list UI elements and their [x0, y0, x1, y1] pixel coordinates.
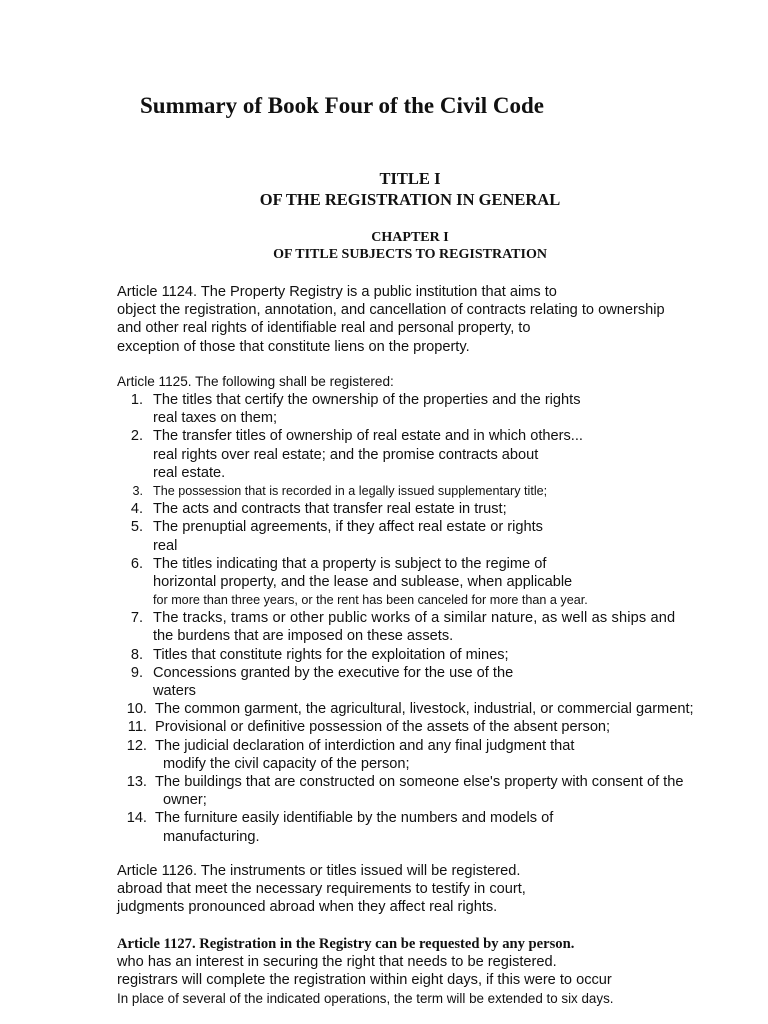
list-item-number: 9.: [130, 664, 143, 681]
list-item-number: 4.: [130, 501, 143, 518]
paragraph-line: Article 1126. The instruments or titles issued will be registered.: [117, 863, 521, 879]
article-1126: [117, 862, 526, 917]
list-item-text: [153, 427, 583, 482]
list-item-line: real estate.: [153, 464, 226, 481]
list-item-line: Provisional or definitive possession of the assets of the absent person;: [155, 719, 611, 736]
list-item-number: 6.: [130, 555, 143, 572]
article-1127: [117, 935, 613, 1008]
list-item-number: 2.: [130, 428, 143, 445]
list-item: [117, 718, 768, 736]
list-item: [117, 518, 768, 554]
article-1124: [117, 283, 682, 356]
list-item-text: [153, 664, 513, 700]
list-item-line: real rights over real estate; and the promise contracts about: [153, 446, 539, 463]
list-item-line: Concessions granted by the executive for the use of the: [153, 664, 514, 681]
list-item-line: The acts and contracts that transfer real estate in trust;: [153, 501, 507, 518]
list-item-line: Titles that constitute rights for the exploitation of mines;: [153, 646, 509, 663]
paragraph-line: [117, 319, 584, 337]
list-item: [117, 646, 768, 664]
list-item-text: [153, 518, 543, 554]
paragraph-line: exception of those that constitute liens on the property.: [117, 338, 470, 355]
list-item-line: the burdens that are imposed on these assets.: [153, 628, 454, 645]
document-title: Summary of Book Four of the Civil Code: [140, 93, 544, 118]
list-item-text: [153, 391, 581, 427]
chapter-heading-number: CHAPTER I: [371, 230, 449, 245]
article-1125-list: [117, 391, 768, 846]
paragraph-line: abroad that meet the necessary requirements to testify in court,: [117, 881, 526, 898]
list-item-text: [153, 555, 588, 610]
list-item: [117, 427, 768, 482]
list-item-line: The titles indicating that a property is subject to the regime of: [153, 555, 547, 572]
list-item-number: 5.: [130, 519, 143, 536]
list-item-text: [155, 718, 610, 736]
list-item-line: The common garment, the agricultural, livestock, industrial, or commercial garment;: [155, 701, 694, 718]
list-item-line: The prenuptial agreements, if they affect real estate or rights: [153, 519, 543, 536]
list-item-number: 11.: [127, 719, 147, 736]
article-1127-heading: Article 1127. Registration in the Registry can be requested by any person.: [117, 936, 575, 952]
paragraph-line: who has an interest in securing the right that needs to be registered.: [117, 954, 557, 971]
list-item-number: 13.: [126, 774, 147, 791]
list-item-line: owner;: [163, 792, 207, 809]
list-item-number: 7.: [130, 610, 143, 627]
paragraph-line: registrars will complete the registration within eight days, if this were to occur: [117, 972, 612, 989]
list-item-number: 10.: [126, 701, 147, 718]
list-item-line: real: [153, 537, 178, 554]
list-item-line: real taxes on them;: [153, 410, 278, 427]
paragraph-line: In place of several of the indicated operations, the term will be extended to six days.: [117, 990, 614, 1006]
list-item-text: [153, 609, 675, 645]
paragraph-line-text: and other real rights of identifiable real and personal property, to: [117, 320, 531, 337]
list-item-line: horizontal property, and the lease and sublease, when applicable: [153, 573, 573, 590]
list-item: [117, 555, 768, 610]
list-item: [117, 391, 768, 427]
list-item-number: 14.: [126, 810, 147, 827]
list-item: [117, 773, 768, 809]
title-heading-name: OF THE REGISTRATION IN GENERAL: [259, 190, 561, 209]
list-item-text: [155, 773, 683, 809]
list-item-number: 12.: [126, 737, 147, 754]
list-item: [117, 700, 768, 718]
list-item-line: The furniture easily identifiable by the numbers and models of: [155, 810, 554, 827]
list-item-text: [153, 500, 507, 518]
list-item: [117, 809, 768, 845]
list-item-text: [155, 809, 553, 845]
list-item-line: The possession that is recorded in a legally issued supplementary title;: [153, 483, 548, 498]
paragraph-line: judgments pronounced abroad when they affect real rights.: [117, 899, 498, 916]
list-item-line: The tracks, trams or other public works of a similar nature, as well as ships and: [153, 610, 676, 627]
list-item-line: The judicial declaration of interdiction and any final judgment that: [155, 737, 575, 754]
list-item-text: [155, 700, 694, 718]
list-item-line: The titles that certify the ownership of the properties and the rights: [153, 392, 581, 408]
chapter-heading-name: OF TITLE SUBJECTS TO REGISTRATION: [273, 247, 547, 262]
list-item-line: The buildings that are constructed on someone else's property with consent of the: [155, 774, 684, 791]
list-item-line: The transfer titles of ownership of real estate and in which others...: [153, 428, 583, 445]
list-item-line: waters: [153, 683, 196, 700]
list-item-text: [153, 482, 547, 500]
article-1125-intro: Article 1125. The following shall be registered:: [117, 374, 394, 389]
list-item: [117, 500, 768, 518]
list-item-number: 3.: [132, 483, 143, 498]
list-item-text: [155, 737, 574, 773]
list-item: [117, 482, 768, 500]
paragraph-line: Article 1124. The Property Registry is a public institution that aims to: [117, 284, 557, 300]
list-item: [117, 664, 768, 700]
list-item-line: modify the civil capacity of the person;: [163, 755, 410, 772]
list-item-line: manufacturing.: [163, 828, 260, 845]
list-item-line: for more than three years, or the rent has been canceled for more than a year.: [153, 593, 588, 608]
list-item: [117, 609, 768, 645]
title-heading-number: TITLE I: [379, 169, 441, 188]
list-item-text: [153, 646, 509, 664]
list-item-number: 1.: [130, 392, 143, 408]
list-item-number: 8.: [130, 646, 143, 663]
paragraph-line: object the registration, annotation, and cancellation of contracts relating to ownership: [117, 302, 665, 319]
list-item: [117, 737, 768, 773]
